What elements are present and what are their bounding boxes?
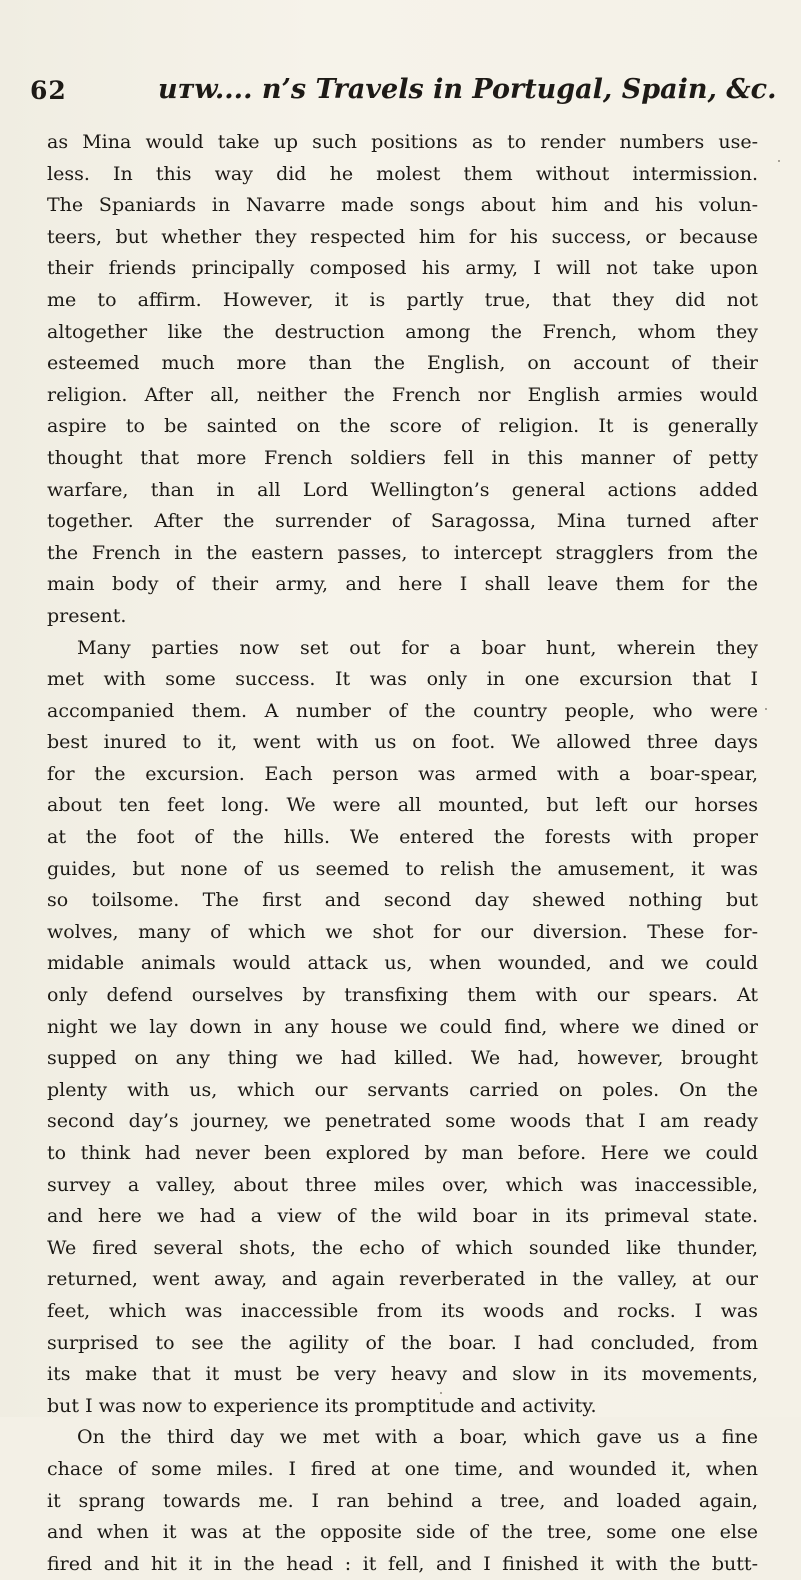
text-line: at the foot of the hills. We entered the forests with proper [47,826,758,849]
text-line: feet, which was inaccessible from its woods and rocks. I was [47,1299,758,1322]
text-line: plenty with us, which our servants carried on poles. On the [47,1078,758,1101]
text-line: its make that it must be very heavy and slow in its movements, [47,1363,758,1386]
text-line: midable animals would attack us, when wounded, and we could [47,952,758,975]
text-line: altogether like the destruction among the French, whom they [47,320,758,343]
text-line: so toilsome. The first and second day shewed nothing but [47,889,758,912]
text-line: Many parties now set out for a boar hunt, wherein they [77,636,758,659]
text-line: and here we had a view of the wild boar in its primeval state. [47,1205,758,1228]
text-line: to think had never been explored by man before. Here we could [47,1142,758,1164]
text-line: only defend ourselves by transfixing them with our spears. At [47,984,758,1007]
paper-speck [440,1392,442,1394]
text-line: The Spaniards in Navarre made songs about him and his volun- [47,194,758,217]
text-line: and when it was at the opposite side of the tree, some one else [47,1521,758,1544]
text-line: warfare, than in all Lord Wellington’s general actions added [47,478,758,501]
text-line: together. After the surrender of Saragossa, Mina turned after [47,510,758,533]
text-line: chace of some miles. I fired at one time, and wounded it, when [47,1457,758,1480]
text-line: thought that more French soldiers fell in this manner of petty [47,446,758,469]
text-line: religion. After all, neither the French nor English armies would [47,383,758,406]
text-line: their friends principally composed his army, I will not take upon [47,257,758,280]
text-line: accompanied them. A number of the country people, who were [47,699,758,722]
text-line: guides, but none of us seemed to relish the amusement, it was [47,857,758,880]
text-line: about ten feet long. We were all mounted, but left our horses [47,794,758,817]
text-line: wolves, many of which we shot for our diversion. These for- [47,920,758,943]
paper-speck [765,708,767,710]
text-line: aspire to be sainted on the score of religion. It is generally [47,415,758,438]
text-line: fired and hit it in the head : it fell, and I finished it with the butt- [47,1552,758,1575]
text-line: teers, but whether they respected him for his success, or because [47,225,758,248]
text-line: survey a valley, about three miles over, which was inaccessible, [47,1173,758,1196]
paper-speck [778,160,780,162]
text-line: supped on any thing we had killed. We had, however, brought [47,1047,758,1070]
text-line: second day’s journey, we penetrated some woods that I am ready [47,1110,758,1133]
text-line: met with some success. It was only in one excursion that I [47,668,758,691]
text-line: but I was now to experience its promptitude and activity. [47,1394,597,1417]
text-line: present. [47,604,127,627]
text-line: We fired several shots, the echo of which sounded like thunder, [47,1236,758,1259]
text-line: less. In this way did he molest them without intermission. [47,162,758,185]
text-line: esteemed much more than the English, on account of their [47,352,758,375]
body-text [47,127,758,1580]
page-header [30,74,777,114]
text-line: it sprang towards me. I ran behind a tree, and loaded again, [47,1489,758,1512]
text-line: night we lay down in any house we could find, where we dined or [47,1015,758,1038]
text-line: me to affirm. However, it is partly true, that they did not [47,288,758,311]
text-line: surprised to see the agility of the boar. I had concluded, from [47,1331,758,1354]
page-number: 62 [30,76,67,105]
text-line: On the third day we met with a boar, which gave us a fine [77,1426,758,1449]
text-line: main body of their army, and here I shall leave them for the [47,573,758,596]
text-line: the French in the eastern passes, to intercept stragglers from the [47,541,758,564]
running-title: uᴛw.... n’s Travels in Portugal, Spain, &c. [158,74,777,105]
text-line: returned, went away, and again reverberated in the valley, at our [47,1268,758,1291]
text-line: as Mina would take up such positions as to render numbers use- [47,131,758,153]
text-line: best inured to it, went with us on foot. We allowed three days [47,731,758,754]
text-line: for the excursion. Each person was armed with a boar-spear, [47,762,758,785]
